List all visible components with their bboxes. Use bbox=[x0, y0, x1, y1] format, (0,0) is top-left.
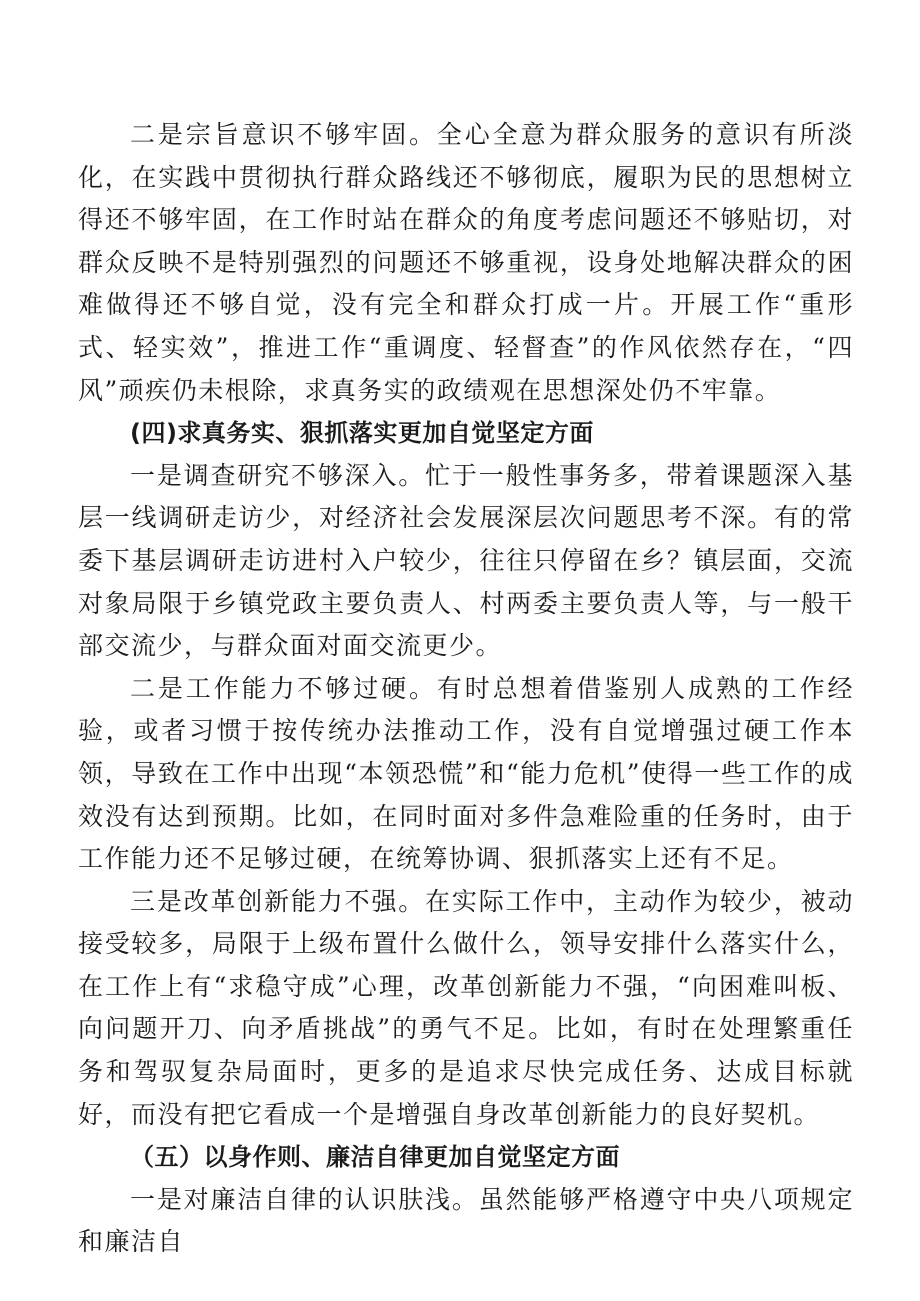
section-heading-5: （五）以身作则、廉洁自律更加自觉坚定方面 bbox=[130, 1143, 620, 1172]
section-heading-4: (四)求真务实、狠抓落实更加自觉坚定方面 bbox=[130, 419, 594, 448]
paragraph-reform-innovation: 三是改革创新能力不强。在实际工作中，主动作为较少，被动接受较多，局限于上级布置什么做什么，领导安排什么落实什么，在工作上有“求稳守成”心理，改革创新能力不强，“向困难叫板、向问题开刀、向矛盾挑战”的勇气不足。比如，有时在处理繁重任务和驾驭复杂局面时，更多的是追求尽快完成任务、达成目标就好，而没有把它看成一个是增强自身改革创新能力的良好契机。 bbox=[78, 886, 854, 1129]
document-body bbox=[78, 114, 854, 1264]
paragraph-work-ability: 二是工作能力不够过硬。有时总想着借鉴别人成熟的工作经验，或者习惯于按传统办法推动工作，没有自觉增强过硬工作本领，导致在工作中出现“本领恐慌”和“能力危机”使得一些工作的成效没有达到预期。比如，在同时面对多件急难险重的任务时，由于工作能力还不足够过硬，在统筹协调、狠抓落实上还有不足。 bbox=[78, 673, 854, 874]
paragraph-integrity-awareness: 一是对廉洁自律的认识肤浅。虽然能够严格遵守中央八项规定和廉洁自 bbox=[78, 1184, 854, 1257]
paragraph-investigation-research: 一是调查研究不够深入。忙于一般性事务多，带着课题深入基层一线调研走访少，对经济社会发展深层次问题思考不深。有的常委下基层调研走访进村入户较少，往往只停留在乡？镇层面，交流对象局限于乡镇党政主要负责人、村两委主要负责人等，与一般干部交流少，与群众面对面交流更少。 bbox=[78, 460, 854, 661]
paragraph-purpose-awareness: 二是宗旨意识不够牢固。全心全意为群众服务的意识有所淡化，在实践中贯彻执行群众路线还不够彻底，履职为民的思想树立得还不够牢固，在工作时站在群众的角度考虑问题还不够贴切，对群众反映不是特别强烈的问题还不够重视，设身处地解决群众的困难做得还不够自觉，没有完全和群众打成一片。开展工作“重形式、轻实效”，推进工作“重调度、轻督查”的作风依然存在，“四风”顽疾仍未根除，求真务实的政绩观在思想深处仍不牢靠。 bbox=[78, 120, 854, 405]
